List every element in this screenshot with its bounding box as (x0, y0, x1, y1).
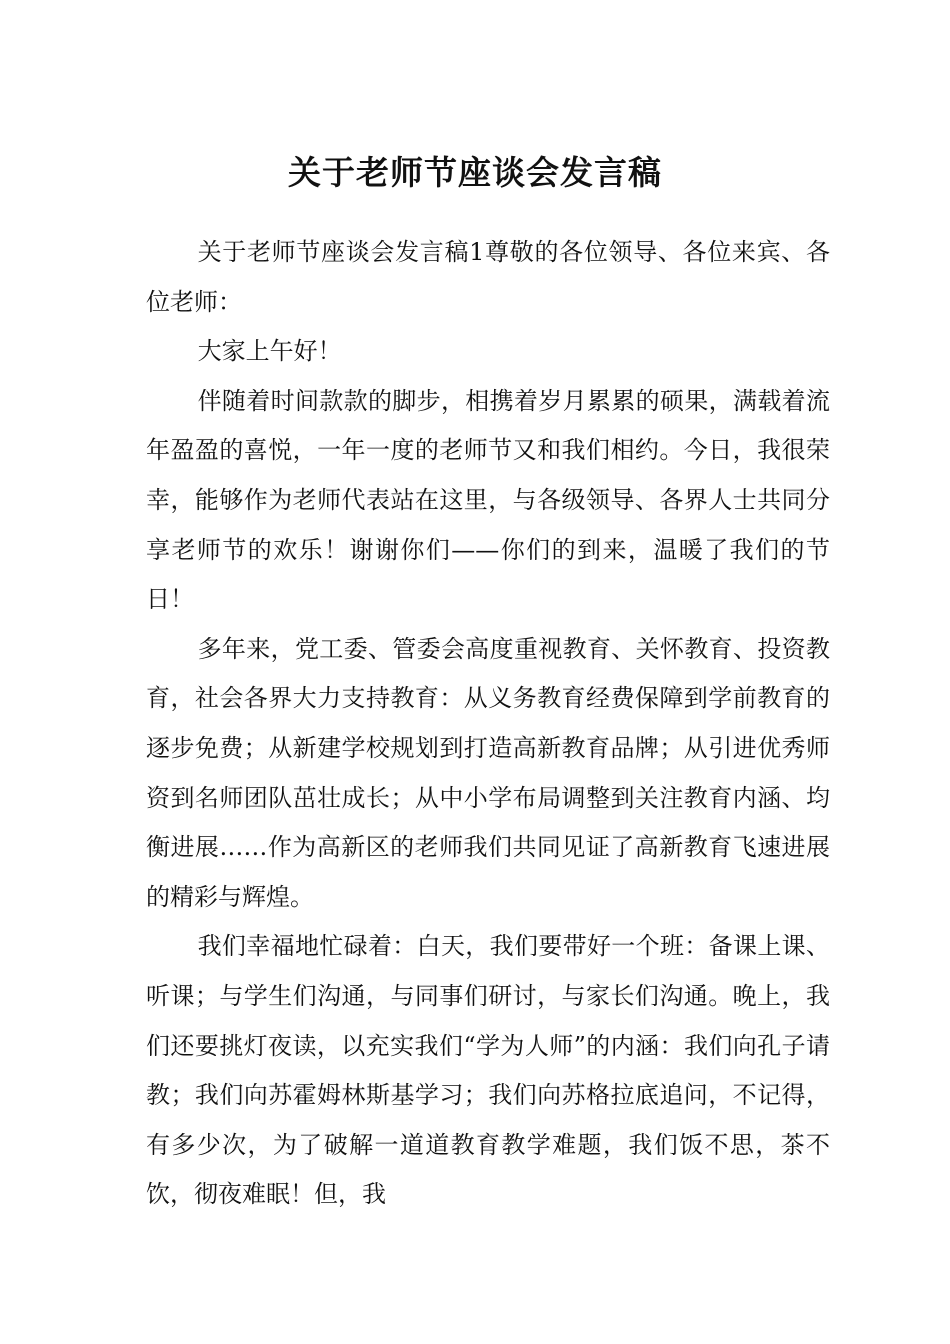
document-body (146, 228, 830, 1220)
paragraph-teachers-day: 伴随着时间款款的脚步，相携着岁月累累的硕果，满载着流年盈盈的喜悦，一年一度的老师节又和我们相约。今日，我很荣幸，能够作为老师代表站在这里，与各级领导、各界人士共同分享老师节的欢乐！谢谢你们——你们的到来，温暖了我们的节日！ (146, 386, 830, 614)
paragraph-greeting: 关于老师节座谈会发言稿1尊敬的各位领导、各位来宾、各位老师： (146, 238, 830, 316)
paragraph-education-development: 多年来，党工委、管委会高度重视教育、关怀教育、投资教育，社会各界大力支持教育：从义务教育经费保障到学前教育的逐步免费；从新建学校规划到打造高新教育品牌；从引进优秀师资到名师团队茁壮成长；从中小学布局调整到关注教育内涵、均衡进展……作为高新区的老师我们共同见证了高新教育飞速进展的精彩与辉煌。 (146, 634, 830, 911)
document-title: 关于老师节座谈会发言稿 (288, 153, 662, 193)
paragraph-good-morning: 大家上午好！ (197, 337, 342, 366)
paragraph-busy-work: 我们幸福地忙碌着：白天，我们要带好一个班：备课上课、听课；与学生们沟通，与同事们研讨，与家长们沟通。晚上，我们还要挑灯夜读，以充实我们“学为人师”的内涵：我们向孔子请教；我们向苏霍姆林斯基学习；我们向苏格拉底追问，不记得，有多少次，为了破解一道道教育教学难题，我们饭不思，茶不饮，彻夜难眠！但，我 (146, 932, 830, 1209)
